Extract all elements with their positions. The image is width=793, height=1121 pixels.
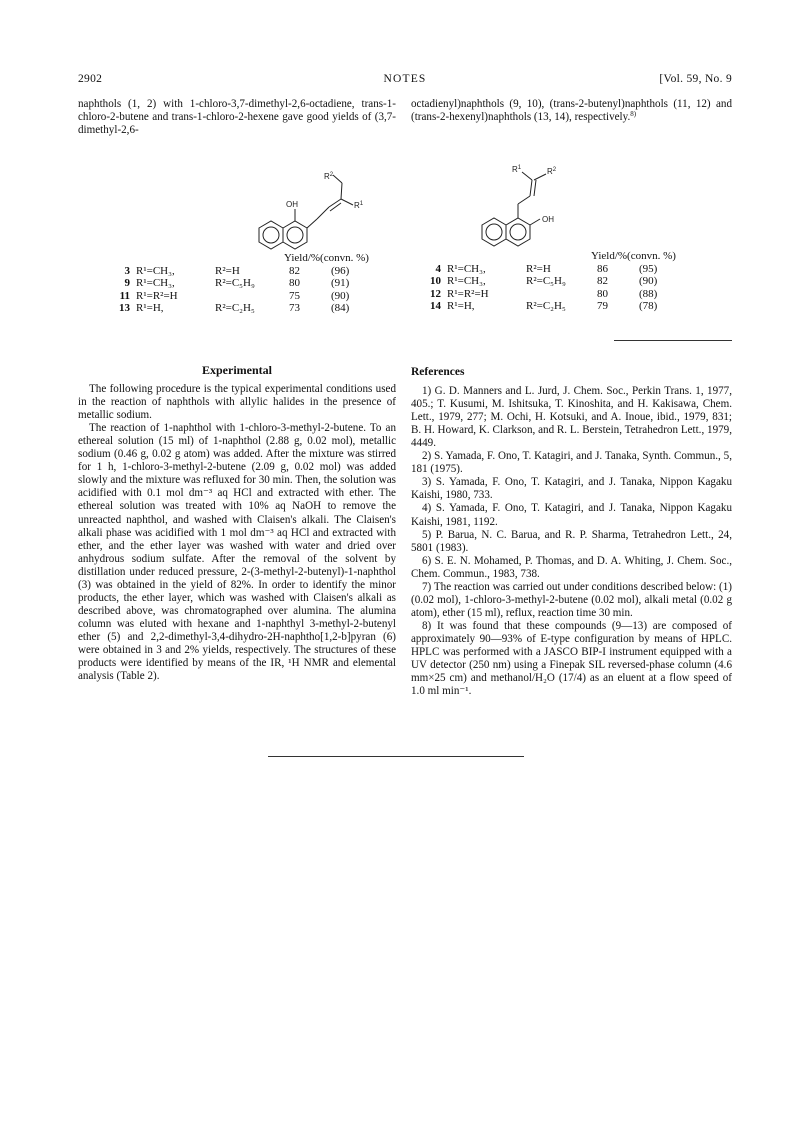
structure-left [245,165,365,255]
table-row: 4 R¹=CH₃, R²=H 86 (95) [435,262,658,275]
intro-right-body: octadienyl)naphthols (9, 10), (trans-2-butenyl)naphthols (11, 12) and (trans-2-hexenyl)naphthols (13, 14), respectively. [411,98,732,124]
yield-table-header: Yield/%(convn. %) [284,252,369,264]
ref-mark: 8) [630,110,637,119]
experimental-paragraph-1: The following procedure is the typical experimental conditions used in the reaction of naphthols with allylic halides in the presence of metallic sodium. [78,383,396,422]
reference-item: 5) P. Barua, N. C. Barua, and R. P. Sharma, Tetrahedron Lett., 24, 5801 (1983). [411,528,732,554]
volume-info: [Vol. 59, No. 9 [659,73,732,85]
references-section [411,366,732,698]
table-row: 3 R¹=CH₃, R²=H 82 (96) [124,264,350,277]
intro-right-text [411,98,732,124]
reference-item: 3) S. Yamada, F. Ono, T. Katagiri, and J. Tanaka, Nippon Kagaku Kaishi, 1980, 733. [411,476,732,502]
svg-text:R1: $R^1$ [512,165,522,174]
table-row: 13 R¹=H, R²=C₂H₅ 73 (84) [119,302,350,315]
experimental-paragraph-2: The reaction of 1-naphthol with 1-chloro-3-methyl-2-butene. To an ethereal solution (15 ml) of 1-naphthol (2.88 g, 0.02 mol), metallic sodium (0.46 g, 0.02 g atom) was added. After the mixture was stirred for 1 h, 1-chloro-3-methyl-2-butene (2.09 g, 0.02 mol) was added slowly and the mixture was refluxed for 30 min. Then, the solution was acidified with 0.1 mol dm⁻³ aq HCl and extracted with ether. The ethereal solution was treated with 10% aq NaOH to remove the unreacted naphthol, and washed with Claisen's alkali. The Claisen's alkali phase was acidified with 1 mol dm⁻³ aq HCl and extracted with ether, and the ether layer was washed with water and dried over anhydrous sodium sulfate. After the removal of the solvent by distillation under reduced pressure, 2-(3-methyl-2-butenyl)-1-naphthol (3) was obtained in the yield of 82%. In order to identify the minor products, the ether layer, which was washed with Claisen's alkali as described above, was chromatographed over alumina. The alumina column was eluted with hexane and 1-naphthyl 3-methyl-2-butenyl ether (5) and 2,2-dimethyl-3,4-dihydro-2H-naphtho[1,2-b]pyran (6) were obtained in 3 and 2% yields, respectively. The structures of these products were identified by means of the IR, ¹H NMR and elemental analysis (Table 2). [78,422,396,683]
page-number: 2902 [78,73,103,85]
reference-item: 7) The reaction was carried out under conditions described below: (1) (0.02 mol), 1-chloro-3-methyl-2-butene (0.02 mol), alkali metal (0.02 g atom), ether (15 ml), reflux, reaction time 30 min. [411,580,732,619]
table-row: 14 R¹=H, R²=C₂H₅ 79 (78) [430,300,658,313]
svg-text:R2: $R^2$ [547,167,557,176]
oh-label: OH [286,200,298,209]
yield-table-right [411,250,731,313]
table-row: 9 R¹=CH₃, R²=C₅H₉ 80 (91) [124,277,350,290]
table-row: 12 R¹=R²=H 80 (88) [430,287,658,300]
svg-text:R1: $R^1$ [354,201,364,210]
reference-item: 2) S. Yamada, F. Ono, T. Katagiri, and J. Tanaka, Synth. Commun., 5, 181 (1975). [411,450,732,476]
experimental-section [78,364,396,683]
reference-item: 8) It was found that these compounds (9—13) are composed of approximately 90—93% of E-type configuration by means of HPLC. HPLC was performed with a JASCO BIP-I instrument equipped with a UV detector (250 nm) using a Finepak SIL reversed-phase column (4.6 mm×25 cm) and methanol/H₂O (17/4) as an eluent at a flow speed of 1.0 ml min⁻¹. [411,619,732,698]
running-header [78,73,732,89]
section-title: NOTES [383,73,427,85]
reference-item: 4) S. Yamada, F. Ono, T. Katagiri, and J. Tanaka, Nippon Kagaku Kaishi, 1981, 1192. [411,502,732,528]
experimental-heading: Experimental [202,363,272,377]
table-row: 11 R¹=R²=H 75 (90) [119,289,350,302]
references-heading: References [411,366,465,378]
intro-left [78,98,396,137]
yield-table-left [78,252,398,315]
scheme-end-rule [614,340,732,341]
intro-right [411,98,732,124]
structure-right [470,162,590,252]
oh-label-right: OH [542,215,554,224]
svg-text:R2: $R^2$ [324,172,334,181]
intro-left-text: naphthols (1, 2) with 1-chloro-3,7-dimethyl-2,6-octadiene, trans-1-chloro-2-butene and trans-1-chloro-2-hexene gave good yields of (3,7-dimethyl-2,6- [78,98,396,137]
reference-item: 1) G. D. Manners and L. Jurd, J. Chem. Soc., Perkin Trans. 1, 1977, 405.; T. Kusumi, M. Ishitsuka, T. Kinoshita, and H. Kakisawa, Chem. Lett., 1979, 277; M. Ochi, H. Kotsuki, and A. Inoue, ibid., 1979, 831; B. H. Howard, K. Clarkson, and R. L. Berstein, Tetrahedron Lett., 1979, 4449. [411,385,732,450]
end-rule [268,756,524,757]
reference-item: 6) S. E. N. Mohamed, P. Thomas, and D. A. Whiting, J. Chem. Soc., Chem. Commun., 1983, 738. [411,554,732,580]
table-row: 10 R¹=CH₃, R²=C₅H₉ 82 (90) [430,275,658,288]
yield-table-header: Yield/%(convn. %) [591,250,676,262]
